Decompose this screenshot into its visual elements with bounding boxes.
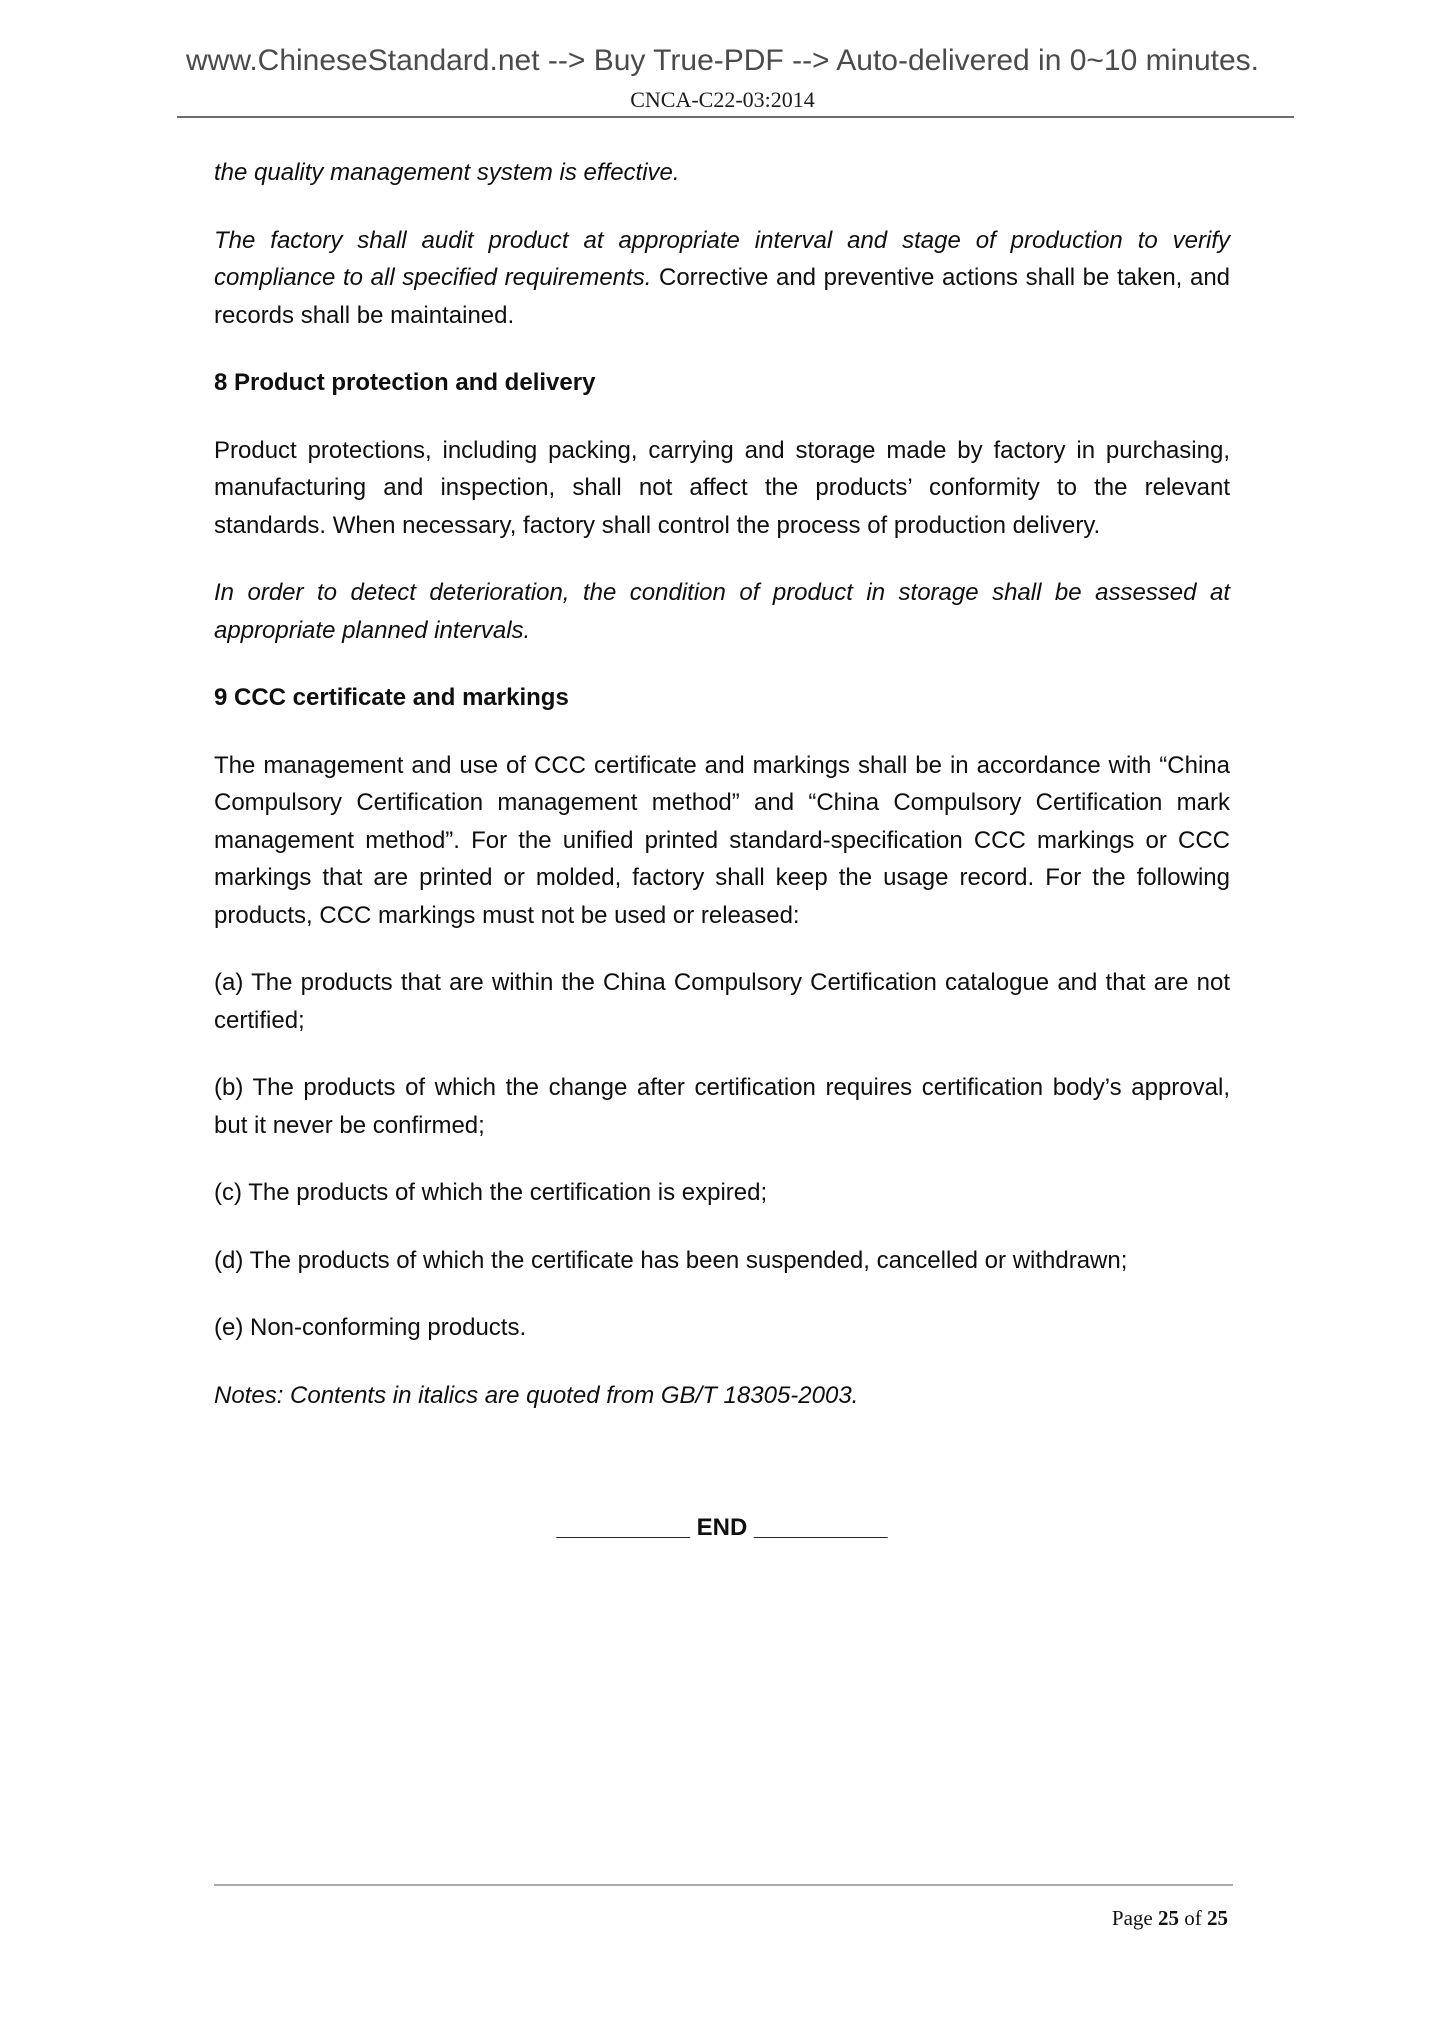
list-item-a: (a) The products that are within the China Compulsory Certification catalogue and that are not certified; [214,969,1230,1034]
page-total: 25 [1207,1906,1228,1930]
end-underscore-left: __________ [556,1514,690,1541]
list-item-e: (e) Non-conforming products. [214,1314,527,1341]
document-body [214,154,1230,1577]
paragraph-notes: Notes: Contents in italics are quoted from GB/T 18305-2003. [214,1381,859,1409]
paragraph-audit-quoted-part: The factory shall audit product at appropriate interval and stage of production to verify compliance to all specified requirements. [214,226,1230,291]
header-divider [177,116,1294,118]
paragraph-deterioration: In order to detect deterioration, the condition of product in storage shall be assessed at appropriate planned intervals. [214,579,1230,644]
page-current: 25 [1158,1906,1179,1930]
paragraph-audit-regular-part: Corrective and preventive actions shall be taken, and records shall be maintained. [214,264,1231,329]
end-underscore-right: __________ [754,1514,888,1541]
list-item-b: (b) The products of which the change after certification requires certification body’s approval, but it never be confirmed; [214,1074,1230,1139]
heading-section-8: 8 Product protection and delivery [214,369,596,396]
page-number [214,1905,1228,1931]
footer-divider [214,1884,1233,1886]
end-label: END [696,1514,748,1541]
paragraph-quality-system: the quality management system is effective. [214,159,680,186]
paragraph-ccc-usage: The management and use of CCC certificate and markings shall be in accordance with “China Compulsory Certification management method” and “China Compulsory Certification mark management method”. For the unified printed standard-specification CCC markings or CCC markings that are printed or molded, factory shall keep the usage record. For the following products, CCC markings must not be used or released: [214,751,1230,929]
list-item-d: (d) The products of which the certificate has been suspended, cancelled or withdrawn; [214,1246,1128,1274]
site-promo-line: www.ChineseStandard.net --> Buy True-PDF --> Auto-delivered in 0~10 minutes. [185,44,1260,77]
paragraph-product-protection: Product protections, including packing, carrying and storage made by factory in purchasing, manufacturing and inspection, shall not affect the products’ conformity to the relevant standards. When necessary, factory shall control the process of production delivery. [214,436,1230,539]
end-marker [214,1509,1230,1547]
heading-section-9: 9 CCC certificate and markings [214,684,569,711]
paragraph-audit [214,222,1230,335]
document-number: CNCA-C22-03:2014 [630,87,815,112]
page-label: Page [1111,1906,1153,1930]
list-item-c: (c) The products of which the certification is expired; [214,1179,768,1206]
of-label: of [1184,1906,1202,1930]
